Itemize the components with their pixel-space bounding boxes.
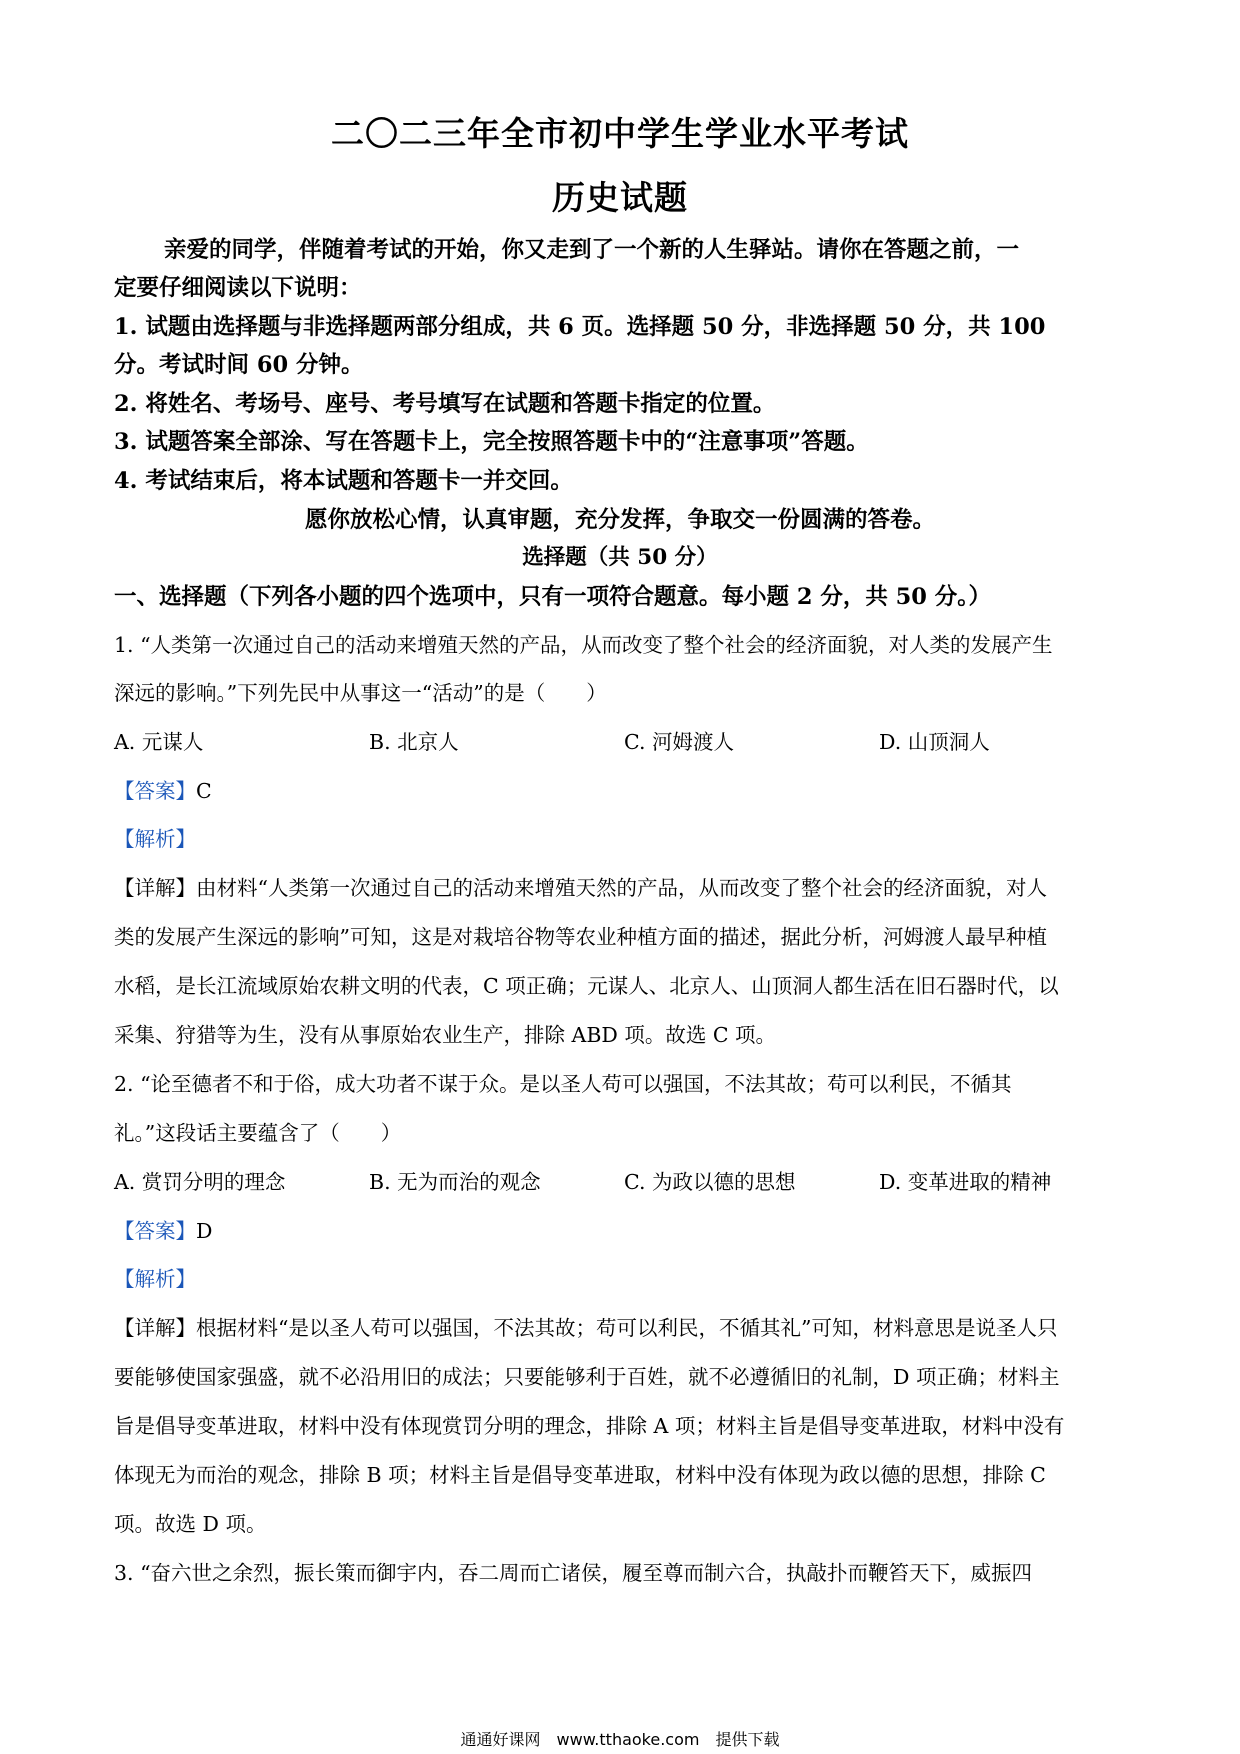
- q2-answer-value: D: [196, 1219, 213, 1243]
- q2-detail-3: 旨是倡导变革进取，材料中没有体现赏罚分明的理念，排除 A 项；材料主旨是倡导变革进取，材料中没有: [114, 1414, 1065, 1438]
- answer-label: 【答案】: [114, 779, 196, 803]
- rule-1b: 分。考试时间 60 分钟。: [114, 352, 364, 378]
- q1-analysis-label: 【解析】: [114, 827, 196, 851]
- intro-line-1: 亲爱的同学，伴随着考试的开始，你又走到了一个新的人生驿站。请你在答题之前，一: [164, 237, 1020, 263]
- rule-4: 4. 考试结束后，将本试题和答题卡一并交回。: [114, 468, 573, 494]
- subject-title: 历史试题: [552, 178, 688, 217]
- q2-option-d: D. 变革进取的精神: [879, 1170, 1052, 1194]
- q2-analysis-label: 【解析】: [114, 1267, 196, 1291]
- rule-3: 3. 试题答案全部涂、写在答题卡上，完全按照答题卡中的“注意事项”答题。: [114, 429, 869, 455]
- q1-detail-4: 采集、狩猎等为生，没有从事原始农业生产，排除 ABD 项。故选 C 项。: [114, 1023, 777, 1047]
- q2-stem-2: 礼。”这段话主要蕴含了（ ）: [114, 1121, 402, 1145]
- q2-stem-1: 2. “论至德者不和于俗，成大功者不谋于众。是以圣人苟可以强国，不法其故；苟可以利民，不循其: [114, 1072, 1012, 1096]
- q2-option-b: B. 无为而治的观念: [369, 1170, 541, 1194]
- q2-detail-1: [114, 1311, 1057, 1341]
- exam-title: 二〇二三年全市初中学生学业水平考试: [331, 114, 909, 153]
- answer-label: 【答案】: [114, 1219, 196, 1243]
- section-title: 选择题（共 50 分）: [522, 545, 718, 570]
- detail-label: 【详解】: [114, 876, 196, 900]
- q1-detail-2: 类的发展产生深远的影响”可知，这是对栽培谷物等农业种植方面的描述，据此分析，河姆渡人最早种植: [114, 925, 1047, 949]
- wish-line: 愿你放松心情，认真审题，充分发挥，争取交一份圆满的答卷。: [304, 507, 935, 533]
- detail-label: 【详解】: [114, 1316, 196, 1340]
- q1-stem-1: 1. “人类第一次通过自己的活动来增殖天然的产品，从而改变了整个社会的经济面貌，对人类的发展产生: [114, 633, 1053, 657]
- q2-detail-4: 体现无为而治的观念，排除 B 项；材料主旨是倡导变革进取，材料中没有体现为政以德的思想，排除 C: [114, 1463, 1046, 1487]
- q3-stem-1: 3. “奋六世之余烈，振长策而御宇内，吞二周而亡诸侯，履至尊而制六合，执敲扑而鞭笞天下，威振四: [114, 1561, 1033, 1585]
- section-heading: 一、选择题（下列各小题的四个选项中，只有一项符合题意。每小题 2 分，共 50 分。）: [114, 584, 992, 610]
- q2-detail-1-text: 根据材料“是以圣人苟可以强国，不法其故；苟可以利民，不循其礼”可知，材料意思是说圣人只: [196, 1316, 1058, 1340]
- footer-source: 通通好课网 www.tthaoke.com 提供下载: [460, 1730, 780, 1749]
- q1-option-a: A. 元谋人: [114, 730, 204, 754]
- q1-answer-value: C: [196, 779, 212, 803]
- q2-option-a: A. 赏罚分明的理念: [114, 1170, 286, 1194]
- rule-2: 2. 将姓名、考场号、座号、考号填写在试题和答题卡指定的位置。: [114, 391, 776, 417]
- q1-stem-2: 深远的影响。”下列先民中从事这一“活动”的是（ ）: [114, 681, 607, 705]
- q1-detail-1-text: 由材料“人类第一次通过自己的活动来增殖天然的产品，从而改变了整个社会的经济面貌，对人: [196, 876, 1047, 900]
- q2-detail-2: 要能够使国家强盛，就不必沿用旧的成法；只要能够利于百姓，就不必遵循旧的礼制，D 项正确；材料主: [114, 1365, 1060, 1389]
- q1-option-d: D. 山顶洞人: [879, 730, 990, 754]
- q1-answer: [114, 774, 212, 804]
- q2-answer: [114, 1214, 212, 1244]
- rule-1a: 1. 试题由选择题与非选择题两部分组成，共 6 页。选择题 50 分，非选择题 50 分，共 100: [114, 314, 1046, 340]
- q1-detail-1: [114, 871, 1047, 901]
- intro-line-2: 定要仔细阅读以下说明：: [114, 275, 362, 301]
- q2-option-c: C. 为政以德的思想: [624, 1170, 796, 1194]
- q1-option-b: B. 北京人: [369, 730, 459, 754]
- q1-detail-3: 水稻，是长江流域原始农耕文明的代表，C 项正确；元谋人、北京人、山顶洞人都生活在旧石器时代，以: [114, 974, 1059, 998]
- q1-option-c: C. 河姆渡人: [624, 730, 734, 754]
- q2-detail-5: 项。故选 D 项。: [114, 1512, 267, 1536]
